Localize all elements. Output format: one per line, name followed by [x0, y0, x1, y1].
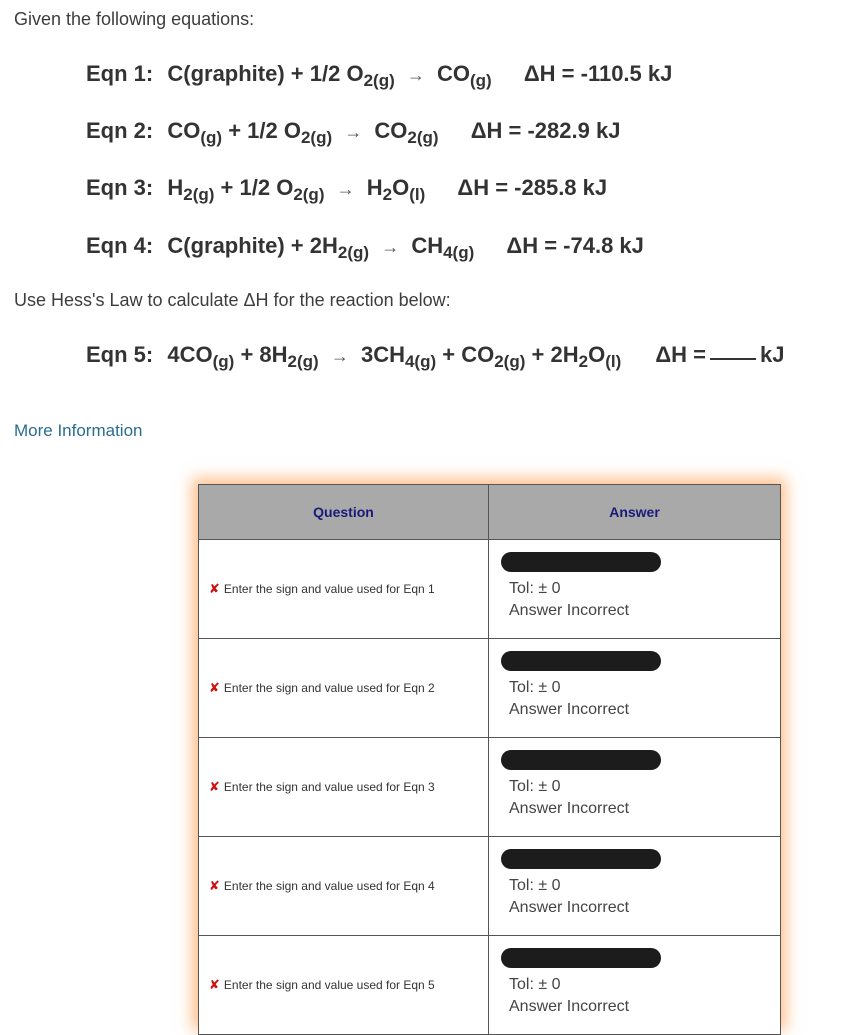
table-row: [199, 837, 781, 936]
redacted-answer: [501, 552, 661, 572]
answer-status: Answer Incorrect: [509, 602, 630, 619]
intro-text: Given the following equations:: [14, 9, 255, 29]
enthalpy-value: ΔH = -285.8 kJ: [457, 175, 608, 200]
answer-cell: [489, 738, 781, 837]
question-column-header: Question: [199, 485, 489, 540]
tolerance-text: Tol: ± 0: [509, 778, 561, 795]
incorrect-icon: ✘: [209, 977, 220, 992]
reaction-arrow: →: [330, 346, 349, 366]
answer-status: Answer Incorrect: [509, 899, 630, 916]
reaction-arrow: →: [381, 237, 400, 257]
answer-cell: [489, 639, 781, 738]
hess-prompt: Use Hess's Law to calculate ΔH for the reaction below:: [14, 290, 451, 310]
target-enthalpy-label: ΔH =: [655, 342, 707, 367]
results-table-container: [198, 484, 780, 1024]
question-cell: ✘ Enter the sign and value used for Eqn 5: [199, 936, 489, 1035]
tolerance-text: Tol: ± 0: [509, 580, 561, 597]
table-row: [199, 738, 781, 837]
question-cell: ✘ Enter the sign and value used for Eqn 3: [199, 738, 489, 837]
question-cell: ✘ Enter the sign and value used for Eqn 2: [199, 639, 489, 738]
answer-column-header: Answer: [489, 485, 781, 540]
enthalpy-value: ΔH = -282.9 kJ: [470, 118, 621, 143]
answer-cell: [489, 936, 781, 1035]
answer-status: Answer Incorrect: [509, 701, 630, 718]
results-table: [198, 484, 781, 1035]
reaction-arrow: →: [406, 65, 425, 85]
answer-blank: [710, 358, 756, 360]
more-information-link[interactable]: More Information: [14, 421, 143, 440]
answer-status: Answer Incorrect: [509, 998, 630, 1015]
unit-label: kJ: [760, 342, 785, 367]
tolerance-text: Tol: ± 0: [509, 976, 561, 993]
answer-cell: [489, 837, 781, 936]
answer-cell: [489, 540, 781, 639]
enthalpy-value: ΔH = -74.8 kJ: [506, 233, 644, 258]
eqn-label: Eqn 1:: [86, 61, 154, 86]
redacted-answer: [501, 750, 661, 770]
equation-3: Eqn 3: $H_{2(g)} + 1/2$ $O_{2(g)} \to H_2O_{(l)}$ ΔH = -285.8 kJ: [86, 175, 608, 204]
equation-1: Eqn 1: C(graphite) + 1/2 $O_{2(g)} \to CO_{(g)}$ ΔH = -110.5 kJ: [86, 61, 673, 90]
incorrect-icon: ✘: [209, 878, 220, 893]
table-header-row: [199, 485, 781, 540]
question-cell: ✘ Enter the sign and value used for Eqn 4: [199, 837, 489, 936]
question-cell: ✘ Enter the sign and value used for Eqn 1: [199, 540, 489, 639]
table-row: [199, 639, 781, 738]
incorrect-icon: ✘: [209, 680, 220, 695]
incorrect-icon: ✘: [209, 779, 220, 794]
redacted-answer: [501, 849, 661, 869]
equation-5: Eqn 5: $4CO_{(g)} + 8H_{2(g)} \to 3CH_{4(g)} + CO_{2(g)} + 2H_2O_{(l)}$ ΔH = kJ: [86, 342, 785, 371]
table-row: [199, 936, 781, 1035]
table-row: [199, 540, 781, 639]
tolerance-text: Tol: ± 0: [509, 877, 561, 894]
redacted-answer: [501, 948, 661, 968]
redacted-answer: [501, 651, 661, 671]
equation-2: Eqn 2: $CO_{(g)} + 1/2$ $O_{2(g)} \to CO_{2(g)}$ ΔH = -282.9 kJ: [86, 118, 621, 147]
incorrect-icon: ✘: [209, 581, 220, 596]
reaction-arrow: →: [344, 122, 363, 142]
enthalpy-value: ΔH = -110.5 kJ: [523, 61, 673, 86]
reaction-arrow: →: [336, 179, 355, 199]
answer-status: Answer Incorrect: [509, 800, 630, 817]
tolerance-text: Tol: ± 0: [509, 679, 561, 696]
equation-4: Eqn 4: C(graphite) + $2H_{2(g)} \to CH_{4(g)}$ ΔH = -74.8 kJ: [86, 233, 644, 262]
